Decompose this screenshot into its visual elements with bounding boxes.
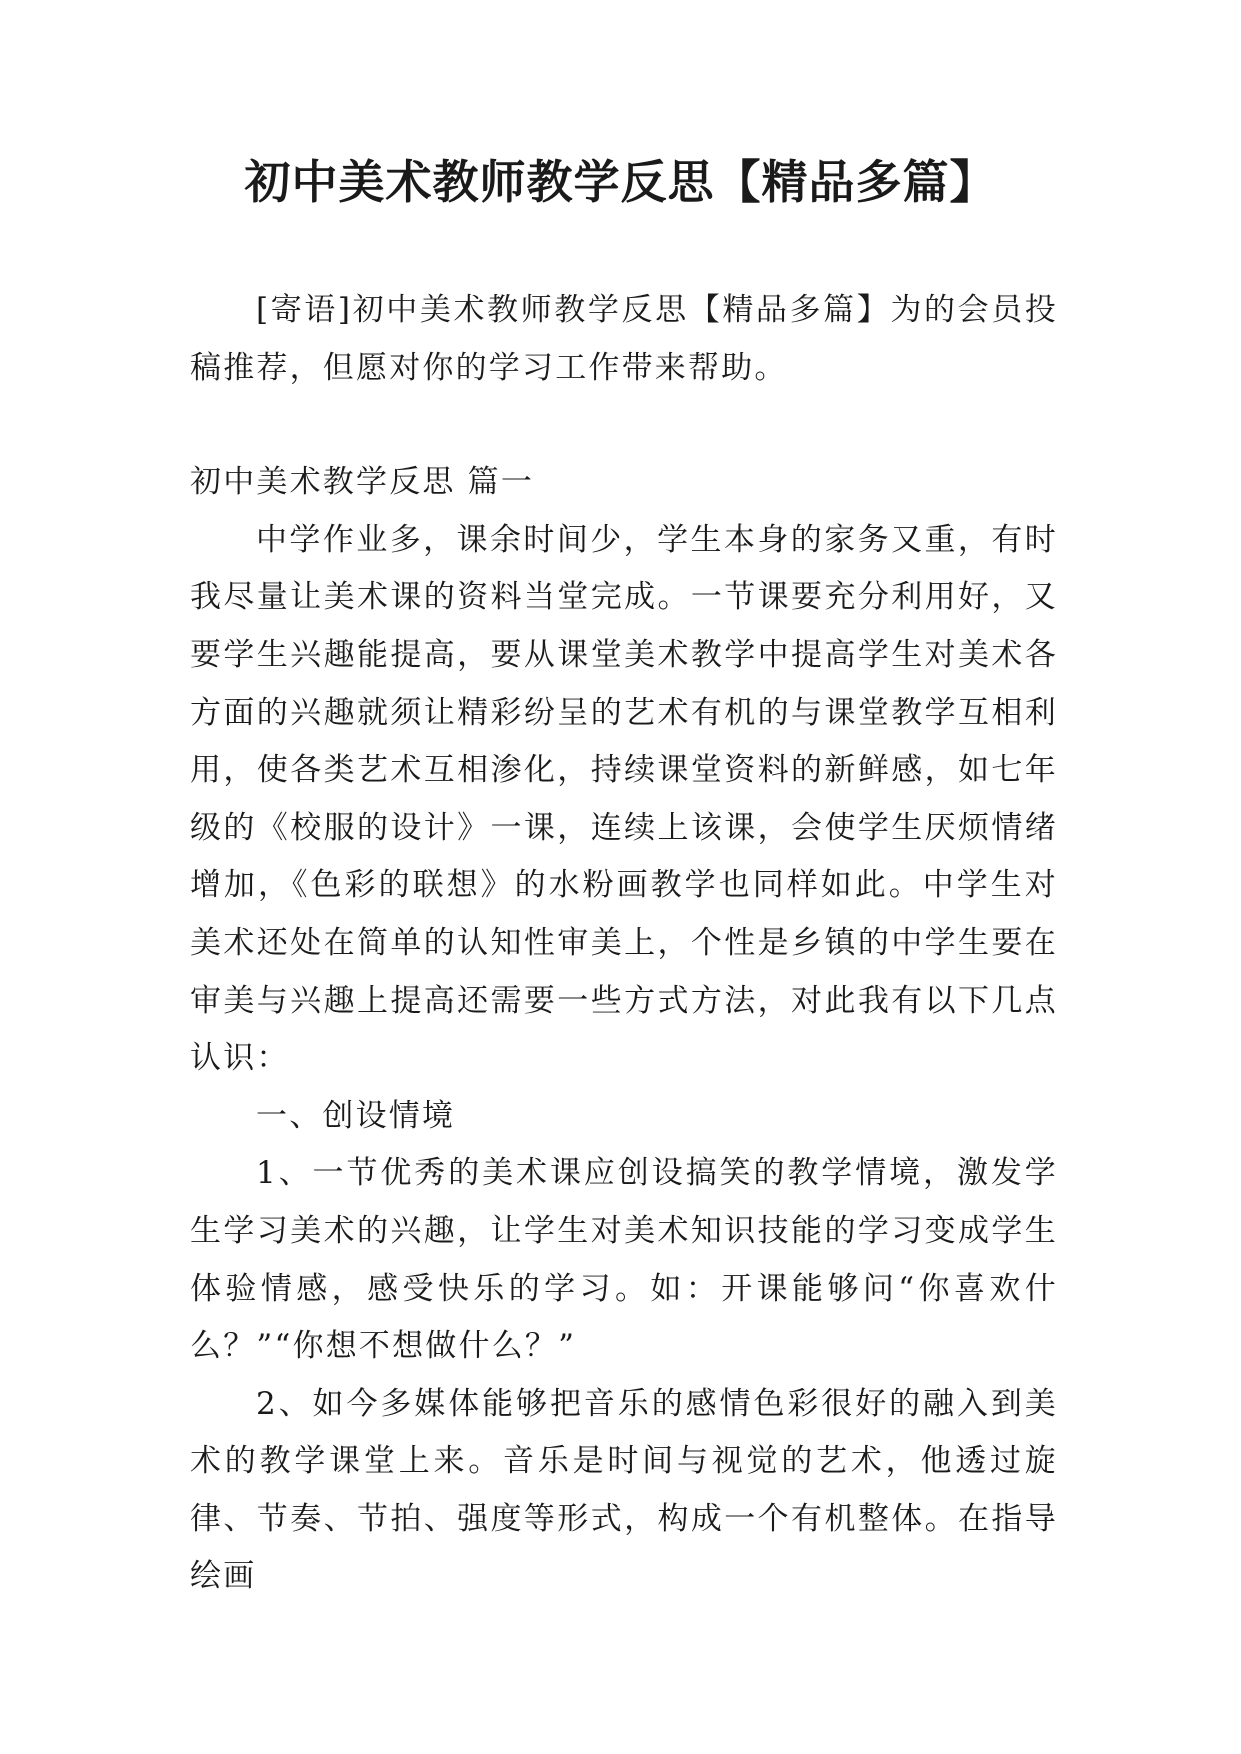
document-title: 初中美术教师教学反思【精品多篇】 [244, 155, 997, 209]
body-paragraph: 中学作业多，课余时间少，学生本身的家务又重，有时我尽量让美术课的资料当堂完成。一节课要充分利用好，又要学生兴趣能提高，要从课堂美术教学中提高学生对美术各方面的兴趣就须让精彩纷呈的艺术有机的与课堂教学互相利用，使各类艺术互相渗化，持续课堂资料的新鲜感，如七年级的《校服的设计》一课，连续上该课，会使学生厌烦情绪增加，《色彩的联想》的水粉画教学也同样如此。中学生对美术还处在简单的认知性审美上，个性是乡镇的中学生要在审美与兴趣上提高还需要一些方式方法，对此我有以下几点认识： [190, 521, 1058, 1077]
document-body [190, 282, 1058, 1606]
body-paragraph: 1、一节优秀的美术课应创设搞笑的教学情境，激发学生学习美术的兴趣，让学生对美术知识技能的学习变成学生体验情感，感受快乐的学习。如：开课能够问“你喜欢什么？”“你想不想做什么？” [190, 1155, 1058, 1365]
intro-paragraph: [寄语]初中美术教师教学反思【精品多篇】为的会员投稿推荐，但愿对你的学习工作带来帮助。 [190, 292, 1058, 386]
body-paragraph: 2、如今多媒体能够把音乐的感情色彩很好的融入到美术的教学课堂上来。音乐是时间与视觉的艺术，他透过旋律、节奏、节拍、强度等形式，构成一个有机整体。在指导绘画 [190, 1385, 1058, 1595]
section-heading: 初中美术教学反思 篇一 [190, 464, 535, 501]
subheading-create-situation: 一、创设情境 [256, 1097, 456, 1134]
